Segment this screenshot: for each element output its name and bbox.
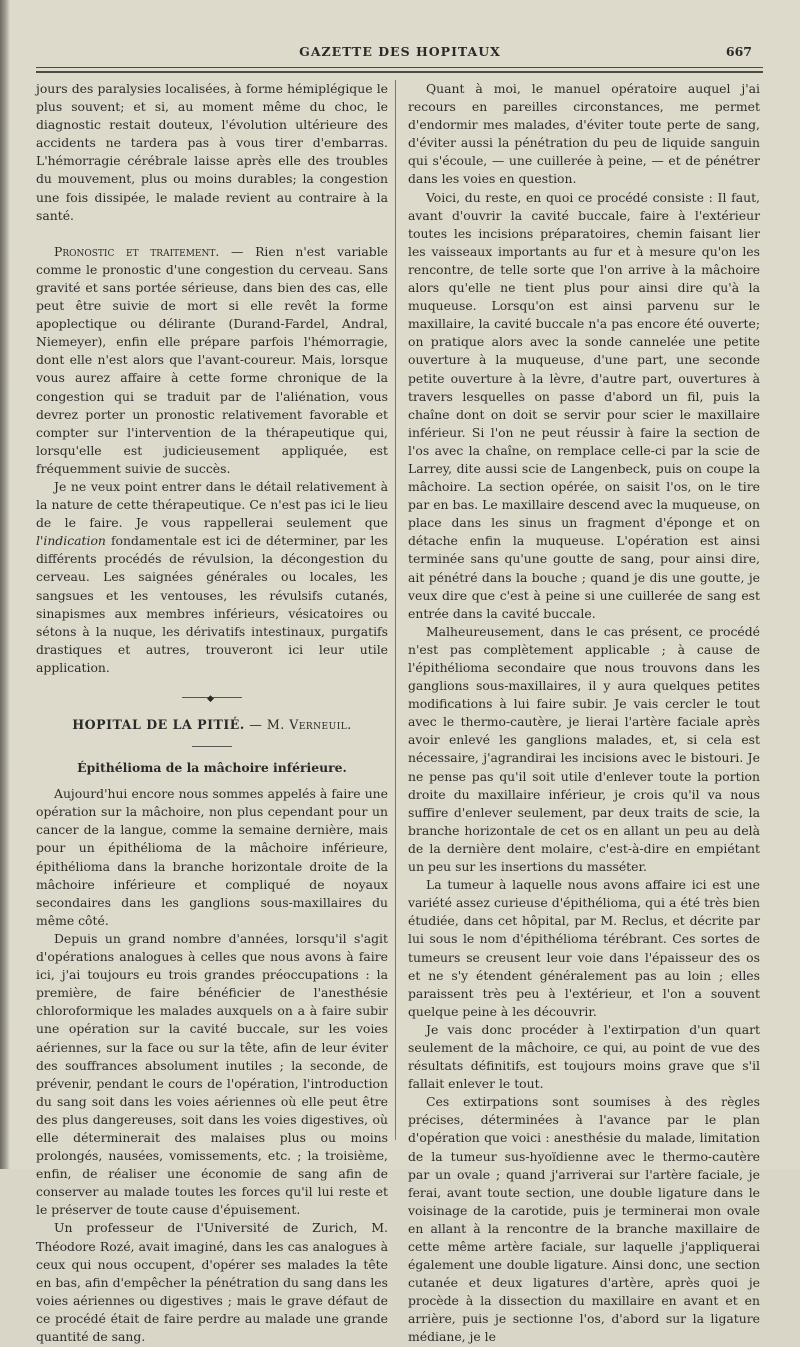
running-title: GAZETTE DES HOPITAUX (299, 44, 501, 59)
paragraph-text: fondamentale est ici de déterminer, par les différents procédés de révulsion, la décongestion du cerveau. Les saignées générales ou locales, les sangsues et les ventouses, les révulsifs cutanés, sinapismes aux membres inférieurs, vésicatoires ou sétons à la nuque, les dérivatifs intestinaux, purgatifs drastiques et autres, trouveront ici leur utile application. (36, 533, 388, 675)
article-heading (36, 716, 388, 734)
paragraph: Je vais donc procéder à l'extirpation d'un quart seulement de la mâchoire, ce qui, au point de vue des résultats définitifs, est toujours moins grave que s'il fallait enlever le tout. (408, 1021, 760, 1092)
paragraph: Ces extirpations sont soumises à des règles précises, déterminées à l'avance par le plan d'opération que voici : anesthésie du malade, limitation de la tumeur sus-hyoïdienne avec le thermo-cautère par un ovale ; quand j'arriverai sur l'artère faciale, je ferai, avant toute section, une double ligature dans le voisinage de la carotide, puis je terminerai mon ovale en allant à la rencontre de la branche maxillaire de cette même artère faciale, sur laquelle j'appliquerai également une double ligature. Ainsi donc, une section cutanée et deux ligatures d'artère, après quoi je procède à la dissection du maxillaire en avant et en arrière, puis je sectionne l'os, d'abord sur la ligature médiane, je le (408, 1094, 760, 1345)
emphasis-text: l'indication (36, 533, 106, 549)
left-column (36, 80, 388, 1346)
hospital-name: HOPITAL DE LA PITIÉ. (72, 717, 245, 732)
column-divider (395, 80, 396, 1140)
paragraph: Malheureusement, dans le cas présent, ce procédé n'est pas complètement applicable ; à cause de l'épithélioma secondaire que nous trouvons dans les ganglions sous-maxillaires, il y aura quelques petites modifications à lui faire subir. Je vais cercler le tout avec le thermo-cautère, je lierai l'artère faciale après avoir enlevé les ganglions malades, et, si cela est nécessaire, j'agrandirai les incisions avec le bistouri. Je ne pense pas qu'il soit utile d'enlever toute la portion droite du maxillaire inférieur, je crois qu'il va nous suffire d'enlever seulement, par deux traits de scie, la branche horizontale de cet os en allant un peu au delà de la dernière dent molaire, c'est-à-dire en empiétant un peu sur les insertions du masséter. (408, 623, 760, 875)
paragraph: La tumeur à laquelle nous avons affaire ici est une variété assez curieuse d'épithélioma, qui a été très bien étudiée, dans cet hôpital, par M. Reclus, et décrite par lui sous le nom d'épithélioma térébrant. Ces sortes de tumeurs se creusent leur voie dans l'épaisseur des os et ne s'y étendent généralement pas au loin ; elles paraissent très peu à l'extérieur, et l'on a souvent quelque peine à les découvrir. (408, 877, 760, 1019)
section-separator (182, 697, 242, 698)
paragraph: Voici, du reste, en quoi ce procédé consiste : Il faut, avant d'ouvrir la cavité buccale, faire à l'extérieur toutes les incisions préparatoires, chemin faisant lier les vaisseaux importants au fur et à mesure qu'on les rencontre, de telle sorte que l'on arrive à la mâchoire alors qu'elle ne tient plus pour ainsi dire qu'à la muqueuse. Lorsqu'on est ainsi parvenu sur le maxillaire, la cavité buccale n'a pas encore été ouverte; on pratique alors avec la sonde cannelée une petite ouverture à la muqueuse, d'une part, une seconde petite ouverture à la lèvre, d'autre part, ouvertures à travers lesquelles on passe d'abord un fil, puis la chaîne dont on doit se servir pour scier le maxillaire inférieur. Si l'on ne peut réussir à faire la section de l'os avec la chaîne, on remplace celle-ci par la scie de Larrey, dite aussi scie de Langenbeck, puis on coupe la mâchoire. La section opérée, on saisit l'os, on le tire par en bas. Le maxillaire descend avec la muqueuse, on place dans les sinus un fragment d'éponge et on détache enfin la muqueuse. L'opération est ainsi terminée sans qu'une goutte de sang, pour ainsi dire, ait pénétré dans la bouche ; quand je dis une goutte, je veux dire que c'est à peine si une cuillerée de sang est entrée dans la cavité buccale. (408, 189, 760, 621)
paragraph: jours des paralysies localisées, à forme hémiplégique le plus souvent; et si, au moment même du choc, le diagnostic restait douteux, l'évolution ultérieure des accidents ne tardera pas à vous tirer d'embarras. L'hémorragie cérébrale laisse après elle des troubles du mouvement, plus ou moins durables; la congestion une fois dissipée, le malade revient au contraire à la santé. (36, 81, 388, 223)
paragraph (36, 478, 388, 677)
page-header (40, 44, 760, 64)
paragraph-text: — Rien n'est variable comme le pronostic d'une congestion du cerveau. Sans gravité et sans portée sérieuse, dans bien des cas, elle peut être suivie de mort si elle revêt la forme apoplectique ou délirante (Durand-Fardel, Andral, Niemeyer), enfin elle prépare parfois l'hémorragie, dont elle n'est alors que l'avant-coureur. Mais, lorsque vous aurez affaire à cette forme chronique de la congestion qui se traduit par de l'aliénation, vous devrez porter un pronostic relativement favorable et compter sur l'intervention de la thérapeutique qui, lorsqu'elle est judicieusement appliquée, est fréquemment suivie de succès. (36, 243, 388, 476)
paragraph-text: Je ne veux point entrer dans le détail relativement à la nature de cette thérapeutique. Ce n'est pas ici le lieu de le faire. Je vous rappellerai seulement que (36, 478, 388, 531)
paragraph: Un professeur de l'Université de Zurich, M. Théodore Rozé, avait imaginé, dans les cas analogues à ceux qui nous occupent, d'opérer ses malades la tête en bas, afin d'empêcher la pénétration du sang dans les voies aériennes ou digestives ; mais le grave défaut de ce procédé était de faire perdre au malade une grande quantité de sang. (36, 1220, 388, 1344)
page-number: 667 (725, 44, 752, 59)
header-rule-thin (36, 67, 763, 68)
paragraph-pronostic (36, 243, 388, 478)
paragraph: Aujourd'hui encore nous sommes appelés à faire une opération sur la mâchoire, non plus cependant pour un cancer de la langue, comme la semaine dernière, mais pour un épithélioma de la mâchoire inférieure, épithélioma dans la branche horizontale droite de la mâchoire inférieure et compliqué de noyaux secondaires dans les ganglions sous-maxillaires du même côté. (36, 786, 388, 928)
right-column (408, 80, 760, 1347)
short-rule (192, 746, 232, 747)
header-rule-thick (36, 71, 763, 73)
page-binding-edge (0, 0, 10, 1169)
paragraph: Quant à moi, le manuel opératoire auquel j'ai recours en pareilles circonstances, me permet d'endormir mes malades, d'éviter toute perte de sang, d'éviter aussi la pénétration du peu de liquide sanguin qui s'écoule, — une cuillerée à peine, — et de pénétrer dans les voies en question. (408, 81, 760, 187)
paragraph: Depuis un grand nombre d'années, lorsqu'il s'agit d'opérations analogues à celles que nous avons à faire ici, j'ai toujours eu trois grandes préoccupations : la première, de faire bénéficier de l'anesthésie chloroformique les malades auxquels on a à faire subir une opération sur la cavité buccale, sur les voies aériennes, sur la face ou sur la tête, afin de leur éviter des souffrances absolument inutiles ; la seconde, de prévenir, pendant le cours de l'opération, l'introduction du sang soit dans les voies aériennes où elle peut être des plus dangereuses, soit dans les voies digestives, où elle déterminerait des malaises plus ou moins prolongés, nausées, vomissements, etc. ; la troisième, enfin, de réaliser une économie de sang afin de conserver au malade toutes les forces qu'il lui reste et le préserver de toute cause d'épuisement. (36, 930, 388, 1218)
article-subtitle: Épithélioma de la mâchoire inférieure. (77, 760, 347, 776)
doctor-name: — M. Verneuil. (244, 717, 352, 732)
section-heading: Pronostic et traitement. (54, 243, 220, 259)
